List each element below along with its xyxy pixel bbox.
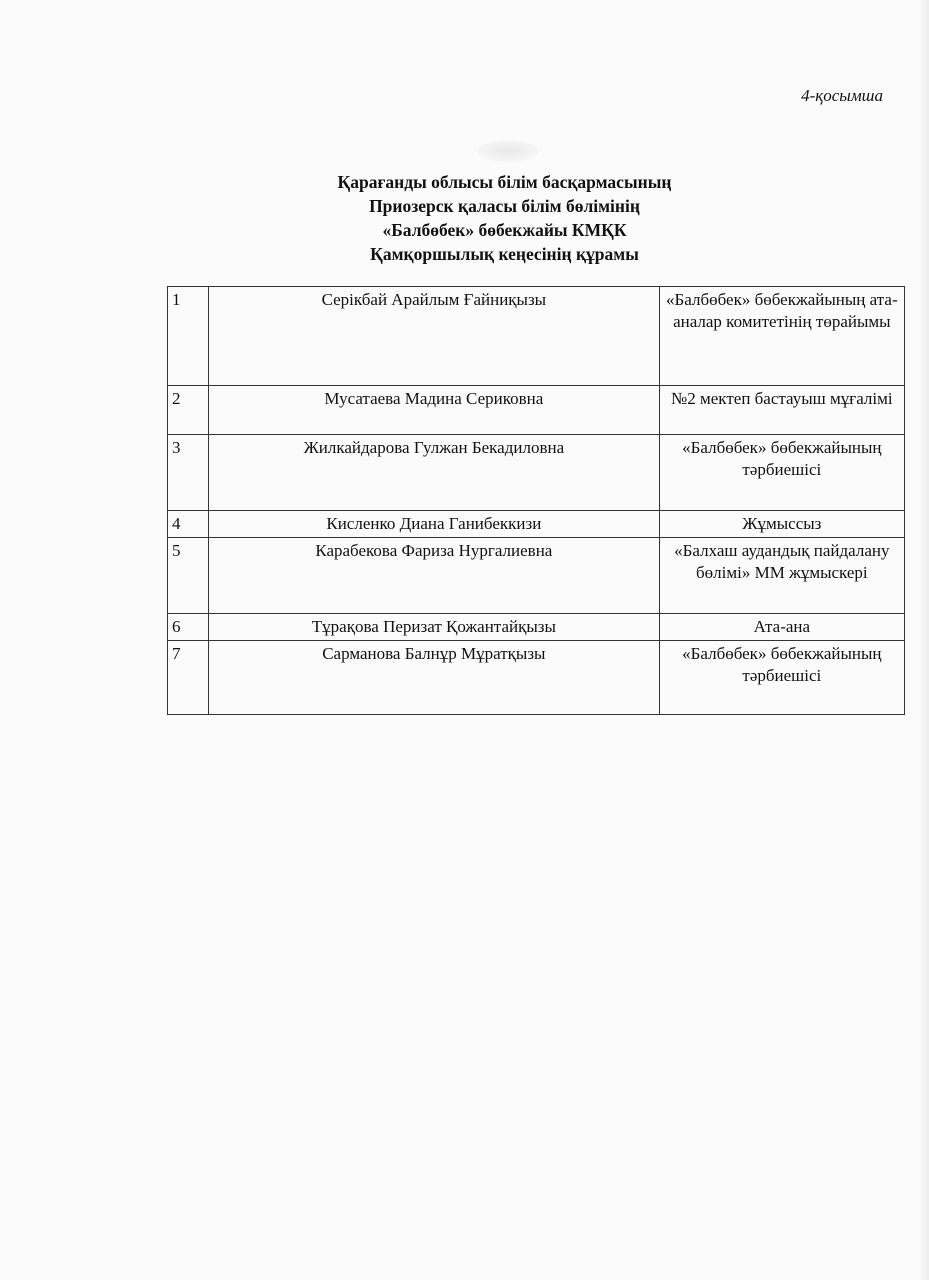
row-number: 5: [168, 538, 209, 614]
member-role: Жұмыссыз: [659, 511, 904, 538]
title-line-4: Қамқоршылық кеңесінің құрамы: [370, 244, 639, 264]
scan-smudge: [478, 140, 538, 162]
row-number: 2: [168, 386, 209, 435]
title-line-1: Қарағанды облысы білім басқармасының: [337, 172, 672, 192]
table-row: [168, 614, 905, 641]
member-name: Жилкайдарова Гулжан Бекадиловна: [209, 435, 660, 511]
member-name: Карабекова Фариза Нургалиевна: [209, 538, 660, 614]
row-number: 6: [168, 614, 209, 641]
annex-label: 4-қосымша: [801, 86, 883, 105]
title-line-2: Приозерск қаласы білім бөлімінің: [369, 196, 640, 216]
row-number: 1: [168, 287, 209, 386]
member-name: Серікбай Арайлым Ғайниқызы: [209, 287, 660, 386]
row-number: 3: [168, 435, 209, 511]
member-role: «Балбөбек» бөбекжайының ата-аналар комитетінің төрайымы: [659, 287, 904, 386]
member-name: Кисленко Диана Ганибеккизи: [209, 511, 660, 538]
member-role: «Балбөбек» бөбекжайының тәрбиешісі: [659, 435, 904, 511]
table-row: [168, 538, 905, 614]
member-name: Сарманова Балнұр Мұратқызы: [209, 641, 660, 715]
table-row: [168, 435, 905, 511]
member-name: Мусатаева Мадина Сериковна: [209, 386, 660, 435]
member-role: «Балхаш аудандық пайдалану бөлімі» ММ жұмыскері: [659, 538, 904, 614]
row-number: 7: [168, 641, 209, 715]
table-row: [168, 511, 905, 538]
title-line-3: «Балбөбек» бөбекжайы КМҚК: [382, 220, 627, 240]
member-role: №2 мектеп бастауыш мұғалімі: [659, 386, 904, 435]
member-name: Тұрақова Перизат Қожантайқызы: [209, 614, 660, 641]
table-row: [168, 386, 905, 435]
document-title: [0, 170, 929, 266]
row-number: 4: [168, 511, 209, 538]
member-role: «Балбөбек» бөбекжайының тәрбиешісі: [659, 641, 904, 715]
page-edge-shadow: [919, 0, 929, 1280]
table-row: [168, 641, 905, 715]
members-table: [167, 286, 905, 715]
member-role: Ата-ана: [659, 614, 904, 641]
table-row: [168, 287, 905, 386]
